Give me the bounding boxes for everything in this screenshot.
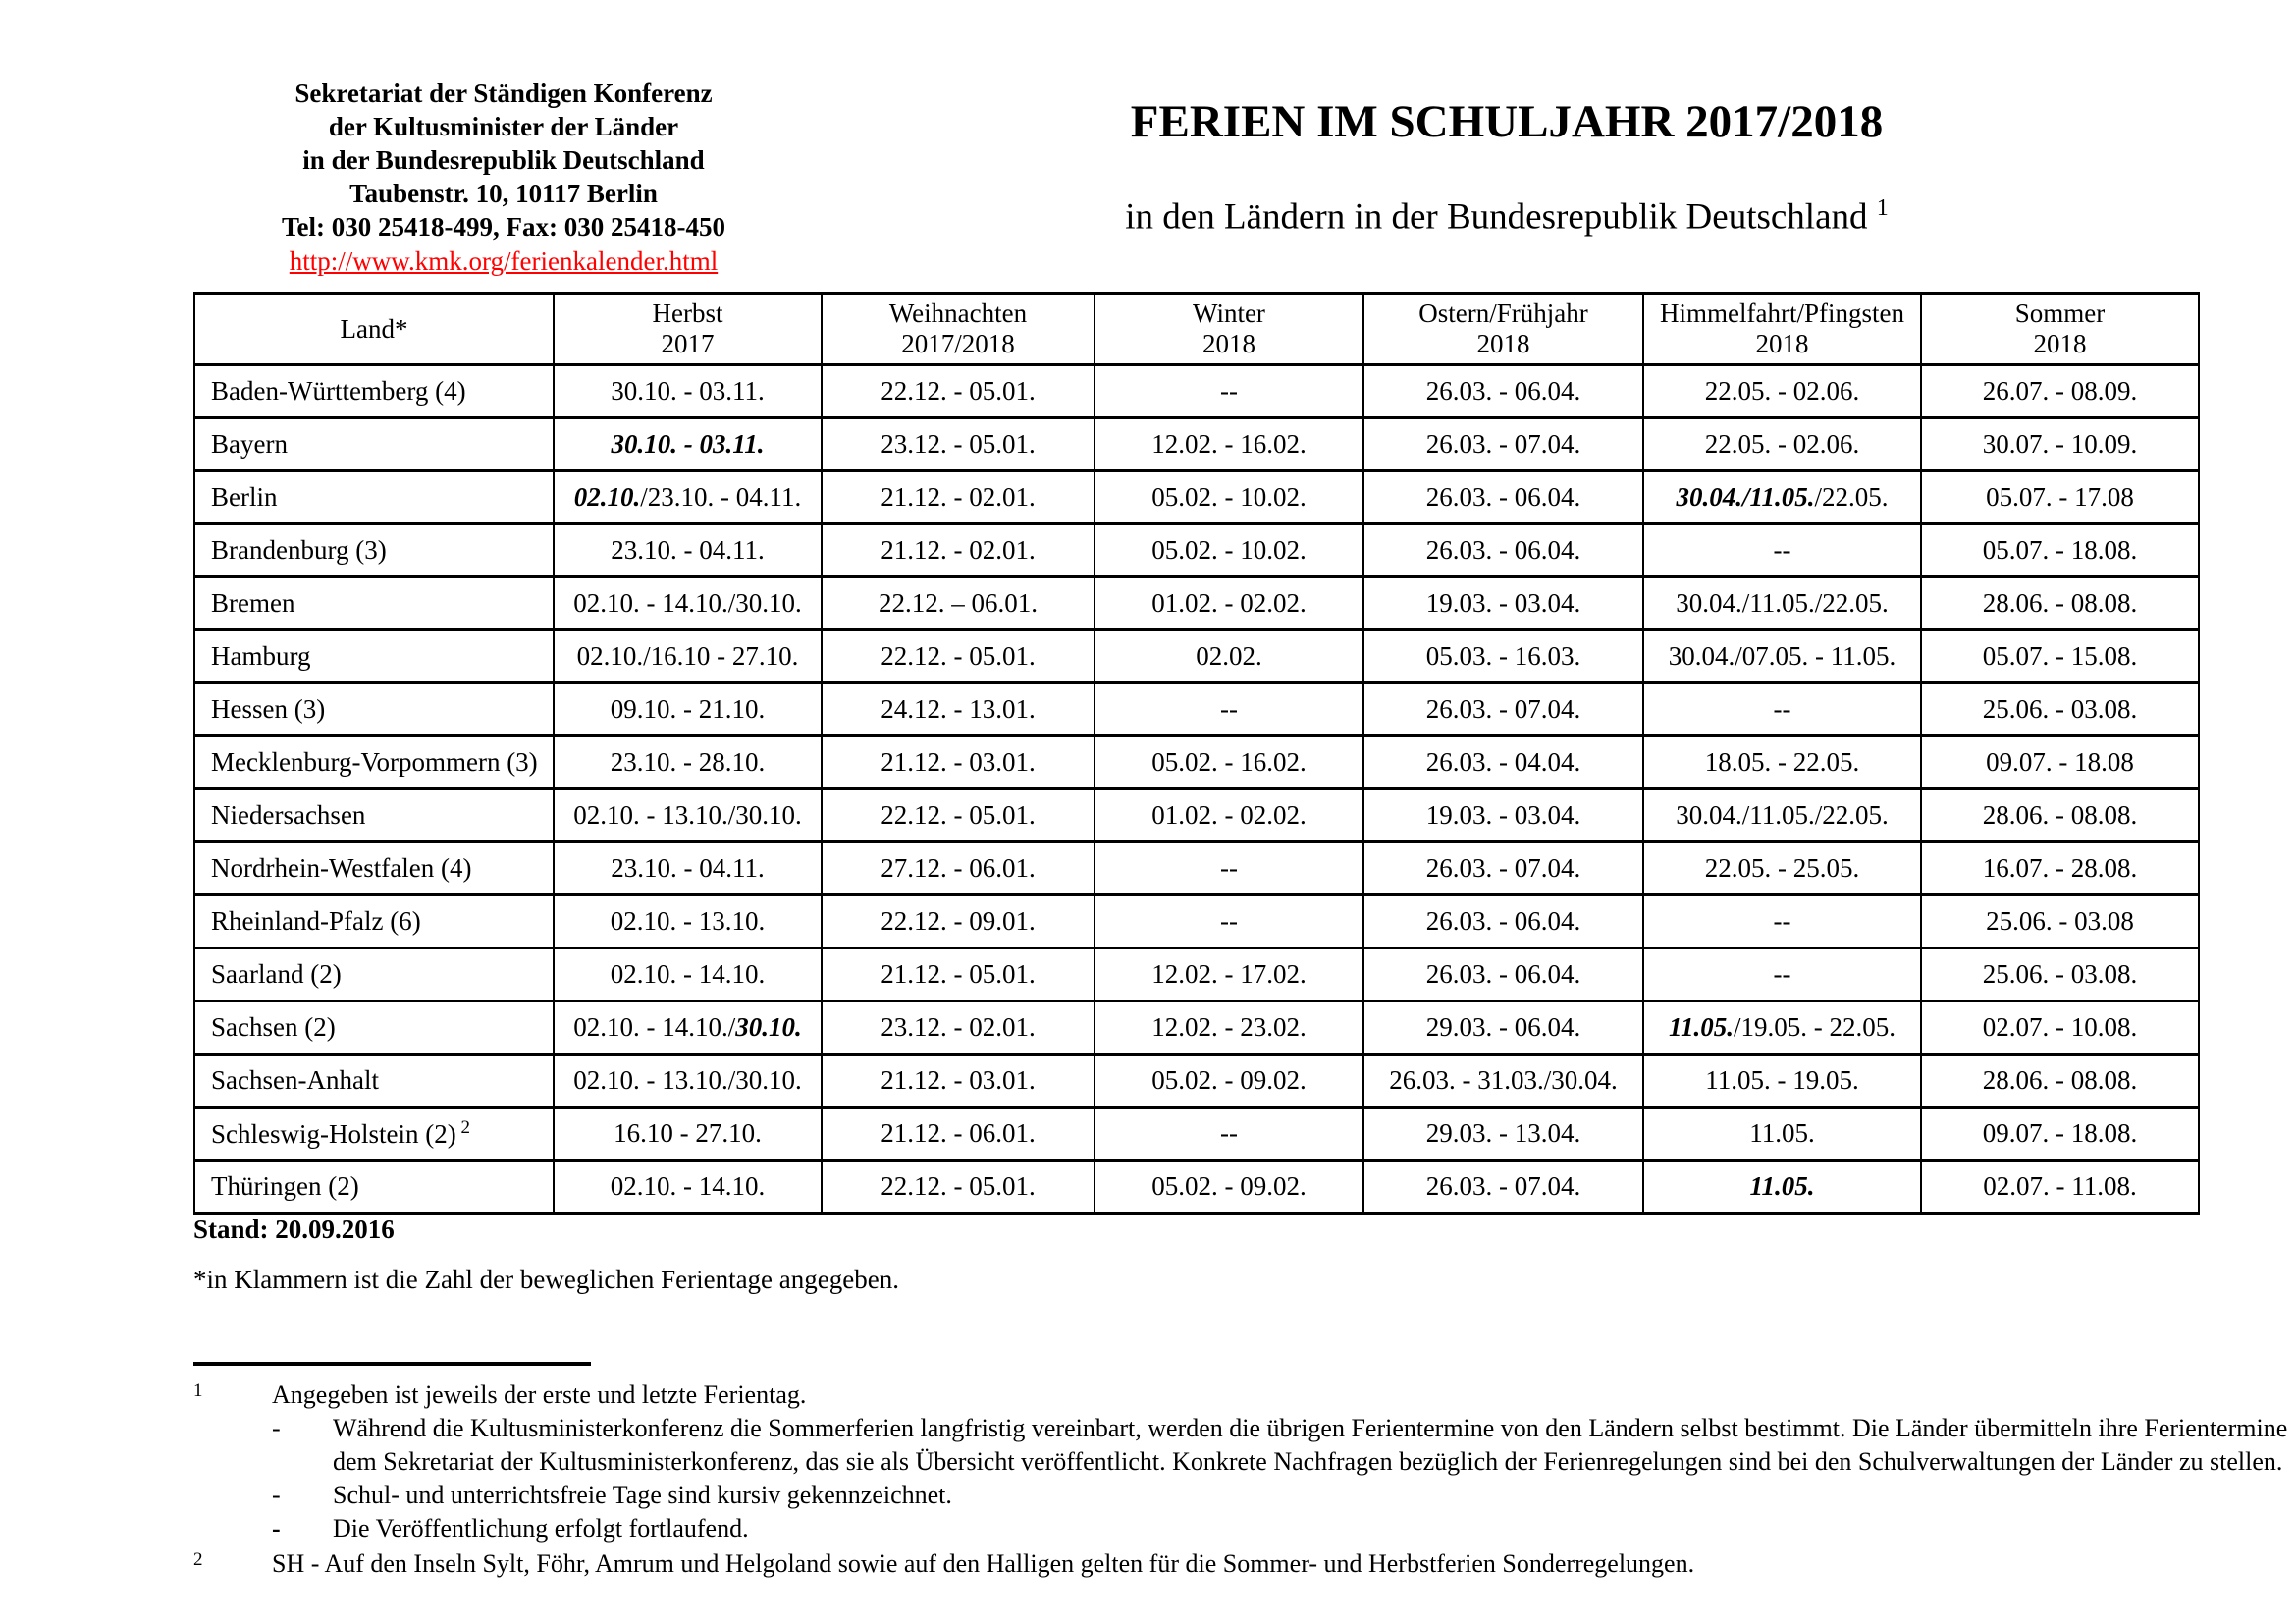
land-cell: Hamburg	[194, 630, 554, 683]
date-cell: 21.12. - 02.01.	[822, 524, 1095, 577]
date-cell: 27.12. - 06.01.	[822, 842, 1095, 895]
date-cell: 22.12. - 09.01.	[822, 895, 1095, 948]
footnote-item-dash: -	[272, 1414, 281, 1442]
column-header: Himmelfahrt/Pfingsten 2018	[1643, 294, 1921, 365]
letterhead-line: Sekretariat der Ständigen Konferenz	[294, 79, 713, 108]
table-row	[194, 630, 2199, 683]
date-cell: --	[1095, 365, 1363, 418]
land-footnote-ref: 2	[455, 1117, 470, 1138]
date-cell: 26.03. - 06.04.	[1363, 948, 1643, 1001]
date-cell: 02.10. - 13.10./30.10.	[554, 1055, 822, 1108]
date-cell: 05.02. - 10.02.	[1095, 524, 1363, 577]
footnote-marker: 1	[193, 1380, 203, 1401]
land-cell: Saarland (2)	[194, 948, 554, 1001]
land-cell: Niedersachsen	[194, 789, 554, 842]
land-cell: Baden-Württemberg (4)	[194, 365, 554, 418]
asterisk-note: *in Klammern ist die Zahl der beweglichen Ferientage angegeben.	[193, 1265, 899, 1294]
date-cell: 26.03. - 07.04.	[1363, 842, 1643, 895]
table-row	[194, 524, 2199, 577]
title-block	[1060, 94, 1953, 239]
column-header: Weihnachten 2017/2018	[822, 294, 1095, 365]
date-cell: 28.06. - 08.08.	[1921, 577, 2199, 630]
table-row	[194, 736, 2199, 789]
date-cell: 22.05. - 02.06.	[1643, 365, 1921, 418]
stand-date: Stand: 20.09.2016	[193, 1215, 395, 1244]
date-cell: 22.12. - 05.01.	[822, 365, 1095, 418]
date-cell: 02.10. - 13.10.	[554, 895, 822, 948]
date-cell: 16.07. - 28.08.	[1921, 842, 2199, 895]
date-cell: 11.05.	[1643, 1108, 1921, 1161]
table-row	[194, 1055, 2199, 1108]
date-cell: 12.02. - 16.02.	[1095, 418, 1363, 471]
column-header: Winter 2018	[1095, 294, 1363, 365]
date-cell: 09.10. - 21.10.	[554, 683, 822, 736]
date-cell: 11.05. - 19.05.	[1643, 1055, 1921, 1108]
date-cell: 05.02. - 10.02.	[1095, 471, 1363, 524]
date-cell: 19.03. - 03.04.	[1363, 577, 1643, 630]
letterhead-line: der Kultusminister der Länder	[328, 112, 679, 141]
date-cell: --	[1095, 1108, 1363, 1161]
date-cell: 22.12. - 05.01.	[822, 630, 1095, 683]
date-cell: 02.10./23.10. - 04.11.	[554, 471, 822, 524]
date-cell: 26.03. - 06.04.	[1363, 895, 1643, 948]
date-cell: 05.02. - 09.02.	[1095, 1161, 1363, 1214]
land-cell: Thüringen (2)	[194, 1161, 554, 1214]
date-cell: 26.03. - 06.04.	[1363, 471, 1643, 524]
date-cell: --	[1095, 842, 1363, 895]
column-header: Ostern/Frühjahr 2018	[1363, 294, 1643, 365]
footnotes	[193, 1379, 2294, 1583]
footnote-item-text: Die Veröffentlichung erfolgt fortlaufend.	[333, 1514, 749, 1543]
letterhead-line: Taubenstr. 10, 10117 Berlin	[349, 179, 658, 208]
date-cell: 22.12. - 05.01.	[822, 789, 1095, 842]
date-cell: 26.03. - 07.04.	[1363, 683, 1643, 736]
land-cell: Berlin	[194, 471, 554, 524]
date-cell: 05.07. - 17.08	[1921, 471, 2199, 524]
table-row	[194, 418, 2199, 471]
date-cell: 22.12. - 05.01.	[822, 1161, 1095, 1214]
date-cell: --	[1095, 895, 1363, 948]
date-cell: 05.02. - 09.02.	[1095, 1055, 1363, 1108]
date-cell: 23.10. - 04.11.	[554, 842, 822, 895]
subtitle-footnote-ref: 1	[1876, 195, 1889, 221]
date-cell: 22.05. - 25.05.	[1643, 842, 1921, 895]
date-cell: 24.12. - 13.01.	[822, 683, 1095, 736]
footnote-item-text: Schul- und unterrichtsfreie Tage sind kursiv gekennzeichnet.	[333, 1481, 952, 1509]
land-cell: Rheinland-Pfalz (6)	[194, 895, 554, 948]
date-cell: 22.12. – 06.01.	[822, 577, 1095, 630]
land-cell: Brandenburg (3)	[194, 524, 554, 577]
ferienkalender-link[interactable]: http://www.kmk.org/ferienkalender.html	[289, 246, 719, 276]
table-row	[194, 577, 2199, 630]
date-cell: 30.04./07.05. - 11.05.	[1643, 630, 1921, 683]
table-row	[194, 1108, 2199, 1161]
date-cell: 05.07. - 18.08.	[1921, 524, 2199, 577]
footnote-item	[272, 1412, 2294, 1479]
column-header: Land*	[194, 294, 554, 365]
date-cell: 09.07. - 18.08.	[1921, 1108, 2199, 1161]
land-cell: Hessen (3)	[194, 683, 554, 736]
footnote	[193, 1547, 2294, 1581]
date-cell: 25.06. - 03.08.	[1921, 948, 2199, 1001]
date-cell: 02.02.	[1095, 630, 1363, 683]
table-row	[194, 948, 2199, 1001]
letterhead-line: Tel: 030 25418-499, Fax: 030 25418-450	[282, 212, 725, 242]
footnote-item-text: Während die Kultusministerkonferenz die Sommerferien langfristig vereinbart, werden die übrigen Ferientermine von den Ländern selbst bestimmt. Die Länder übermitteln ihre Ferientermine dem Sekretariat der Kultusministerkonferenz, das sie als Übersicht veröffentlicht. Konkrete Nachfragen bezüglich der Ferienregelungen sind bei den Schulverwaltungen der Länder zu stellen.	[333, 1414, 2288, 1476]
date-cell: --	[1643, 948, 1921, 1001]
footnote-text: Angegeben ist jeweils der erste und letzte Ferientag.	[272, 1380, 807, 1409]
column-header: Herbst 2017	[554, 294, 822, 365]
date-cell: 21.12. - 02.01.	[822, 471, 1095, 524]
table-row	[194, 683, 2199, 736]
land-cell: Sachsen (2)	[194, 1001, 554, 1055]
date-cell: --	[1643, 524, 1921, 577]
date-cell: 12.02. - 17.02.	[1095, 948, 1363, 1001]
table-row	[194, 789, 2199, 842]
date-cell: 29.03. - 06.04.	[1363, 1001, 1643, 1055]
date-cell: 26.03. - 07.04.	[1363, 418, 1643, 471]
date-cell: 02.10. - 14.10.	[554, 1161, 822, 1214]
date-cell: 21.12. - 06.01.	[822, 1108, 1095, 1161]
date-cell: 01.02. - 02.02.	[1095, 789, 1363, 842]
date-cell: 11.05./19.05. - 22.05.	[1643, 1001, 1921, 1055]
page-title: FERIEN IM SCHULJAHR 2017/2018	[1130, 96, 1884, 147]
land-cell: Schleswig-Holstein (2) $^2$	[194, 1108, 554, 1161]
letterhead	[177, 77, 830, 278]
ferien-table	[193, 292, 2200, 1215]
date-cell: 23.10. - 28.10.	[554, 736, 822, 789]
table-row	[194, 895, 2199, 948]
subtitle-text: in den Ländern in der Bundesrepublik Deutschland	[1125, 196, 1868, 238]
date-cell: 02.10. - 13.10./30.10.	[554, 789, 822, 842]
date-cell: 23.12. - 05.01.	[822, 418, 1095, 471]
date-cell: 26.07. - 08.09.	[1921, 365, 2199, 418]
date-cell: 02.10./16.10 - 27.10.	[554, 630, 822, 683]
date-cell: 30.10. - 03.11.	[554, 418, 822, 471]
date-cell: --	[1643, 895, 1921, 948]
date-cell: 02.07. - 10.08.	[1921, 1001, 2199, 1055]
date-cell: 05.02. - 16.02.	[1095, 736, 1363, 789]
date-cell: --	[1095, 683, 1363, 736]
date-cell: 12.02. - 23.02.	[1095, 1001, 1363, 1055]
date-cell: 30.04./11.05./22.05.	[1643, 471, 1921, 524]
date-cell: 01.02. - 02.02.	[1095, 577, 1363, 630]
header-row	[194, 294, 2199, 365]
date-cell: 21.12. - 03.01.	[822, 736, 1095, 789]
column-header: Sommer 2018	[1921, 294, 2199, 365]
footnote	[193, 1379, 2294, 1545]
date-cell: 26.03. - 07.04.	[1363, 1161, 1643, 1214]
date-cell: 19.03. - 03.04.	[1363, 789, 1643, 842]
table-row	[194, 1001, 2199, 1055]
date-cell: 02.10. - 14.10./30.10.	[554, 1001, 822, 1055]
footnote-item-dash: -	[272, 1481, 281, 1509]
land-cell: Nordrhein-Westfalen (4)	[194, 842, 554, 895]
date-cell: 28.06. - 08.08.	[1921, 789, 2199, 842]
date-cell: 21.12. - 03.01.	[822, 1055, 1095, 1108]
date-cell: 30.10. - 03.11.	[554, 365, 822, 418]
table-row	[194, 842, 2199, 895]
date-cell: --	[1643, 683, 1921, 736]
date-cell: 23.10. - 04.11.	[554, 524, 822, 577]
footnote-text: SH - Auf den Inseln Sylt, Föhr, Amrum und Helgoland sowie auf den Halligen gelten für die Sommer- und Herbstferien Sonderregelungen.	[272, 1549, 1695, 1578]
date-cell: 05.03. - 16.03.	[1363, 630, 1643, 683]
date-cell: 11.05.	[1643, 1161, 1921, 1214]
footnote-item	[272, 1512, 2294, 1545]
land-cell: Sachsen-Anhalt	[194, 1055, 554, 1108]
date-cell: 09.07. - 18.08	[1921, 736, 2199, 789]
table-row	[194, 471, 2199, 524]
footnote-separator-rule	[193, 1362, 591, 1366]
date-cell: 22.05. - 02.06.	[1643, 418, 1921, 471]
footnote-marker: 2	[193, 1549, 203, 1570]
table-row	[194, 365, 2199, 418]
date-cell: 28.06. - 08.08.	[1921, 1055, 2199, 1108]
date-cell: 02.10. - 14.10.	[554, 948, 822, 1001]
date-cell: 02.10. - 14.10./30.10.	[554, 577, 822, 630]
land-cell: Mecklenburg-Vorpommern (3)	[194, 736, 554, 789]
date-cell: 30.04./11.05./22.05.	[1643, 577, 1921, 630]
date-cell: 18.05. - 22.05.	[1643, 736, 1921, 789]
date-cell: 05.07. - 15.08.	[1921, 630, 2199, 683]
date-cell: 25.06. - 03.08.	[1921, 683, 2199, 736]
footnote-item	[272, 1479, 2294, 1512]
date-cell: 16.10 - 27.10.	[554, 1108, 822, 1161]
land-cell: Bremen	[194, 577, 554, 630]
date-cell: 30.04./11.05./22.05.	[1643, 789, 1921, 842]
date-cell: 21.12. - 05.01.	[822, 948, 1095, 1001]
date-cell: 26.03. - 31.03./30.04.	[1363, 1055, 1643, 1108]
date-cell: 25.06. - 03.08	[1921, 895, 2199, 948]
date-cell: 29.03. - 13.04.	[1363, 1108, 1643, 1161]
date-cell: 26.03. - 06.04.	[1363, 524, 1643, 577]
page-subtitle	[1060, 187, 1953, 239]
land-cell: Bayern	[194, 418, 554, 471]
date-cell: 23.12. - 02.01.	[822, 1001, 1095, 1055]
letterhead-line: in der Bundesrepublik Deutschland	[302, 145, 705, 175]
date-cell: 26.03. - 04.04.	[1363, 736, 1643, 789]
footnote-item-dash: -	[272, 1514, 281, 1543]
date-cell: 02.07. - 11.08.	[1921, 1161, 2199, 1214]
date-cell: 26.03. - 06.04.	[1363, 365, 1643, 418]
table-row	[194, 1161, 2199, 1214]
date-cell: 30.07. - 10.09.	[1921, 418, 2199, 471]
